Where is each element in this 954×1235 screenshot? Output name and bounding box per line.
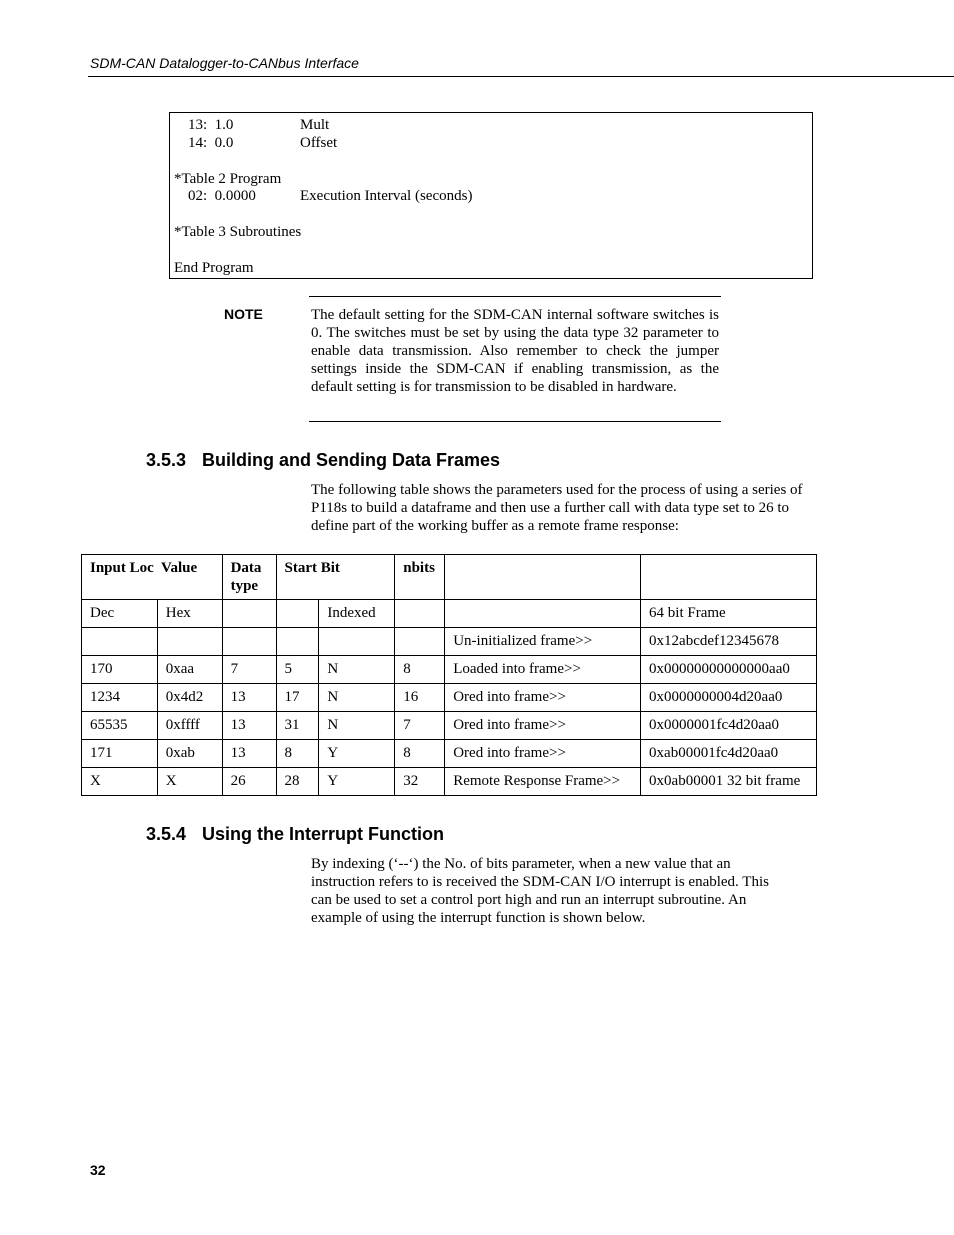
- table-cell: [222, 628, 276, 656]
- table-cell: 13: [222, 712, 276, 740]
- table-cell: 0xffff: [157, 712, 222, 740]
- table-cell: 8: [276, 740, 319, 768]
- table-cell: 17: [276, 684, 319, 712]
- code-line-number: 14: 0.0: [188, 135, 234, 151]
- header-rule: [88, 76, 954, 77]
- note-text: The default setting for the SDM-CAN internal software switches is 0. The switches must be set by using the data type 32 parameter to enable data transmission. Also remember to check the jumper settings inside the SDM-CAN if enabling transmission, as the default setting is for transmission to be disabled in hardware.: [311, 307, 719, 395]
- header-blank: [445, 555, 641, 600]
- section-title: Using the Interrupt Function: [202, 824, 444, 844]
- table-cell: N: [319, 712, 395, 740]
- table-cell: Y: [319, 768, 395, 796]
- table-cell: 16: [395, 684, 445, 712]
- table-cell: N: [319, 684, 395, 712]
- frame-build-table: [81, 554, 817, 796]
- table-cell: 65535: [82, 712, 158, 740]
- code-end-program: End Program: [174, 260, 254, 276]
- table-cell: Ored into frame>>: [445, 684, 641, 712]
- table-cell: Ored into frame>>: [445, 740, 641, 768]
- table-cell: [276, 628, 319, 656]
- table-cell: X: [157, 768, 222, 796]
- table-cell: 5: [276, 656, 319, 684]
- table-cell: 171: [82, 740, 158, 768]
- table-cell: 170: [82, 656, 158, 684]
- table-cell: 0x0000000004d20aa0: [641, 684, 817, 712]
- table-cell: Dec: [82, 600, 158, 628]
- table-cell: 8: [395, 656, 445, 684]
- table-cell: 8: [395, 740, 445, 768]
- table-cell: Loaded into frame>>: [445, 656, 641, 684]
- table-cell: 0x00000000000000aa0: [641, 656, 817, 684]
- table-cell: Un-initialized frame>>: [445, 628, 641, 656]
- table-cell: [395, 600, 445, 628]
- code-line-number: 13: 1.0: [188, 117, 234, 133]
- section-heading-3-5-4: [146, 824, 444, 845]
- table-cell: [276, 600, 319, 628]
- section-3-5-4-body: By indexing (‘--‘) the No. of bits parameter, when a new value that an instruction refers to is received the SDM-CAN I/O interrupt is enabled. This can be used to set a control port high and run an interrupt subroutine. An example of using the interrupt function is shown below.: [311, 856, 769, 926]
- table-row: [82, 656, 817, 684]
- code-line-text: Mult: [300, 117, 330, 133]
- table-row: [82, 628, 817, 656]
- section-3-5-3-body: The following table shows the parameters used for the process of using a series of P118s to build a dataframe and then use a further call with data type set to 26 to define part of the working buffer as a remote frame response:: [311, 482, 803, 534]
- table-row: [82, 712, 817, 740]
- table-row: [82, 684, 817, 712]
- table-cell: 28: [276, 768, 319, 796]
- table-cell: [222, 600, 276, 628]
- table-cell: 0x0000001fc4d20aa0: [641, 712, 817, 740]
- table-cell: 1234: [82, 684, 158, 712]
- table-cell: 0x0ab00001 32 bit frame: [641, 768, 817, 796]
- header-data-type: Data type: [222, 555, 276, 600]
- table-cell: X: [82, 768, 158, 796]
- header-start-bit: Start Bit: [276, 555, 395, 600]
- table-row: [82, 768, 817, 796]
- running-header: SDM-CAN Datalogger-to-CANbus Interface: [90, 55, 359, 71]
- note-bottom-rule: [309, 421, 721, 422]
- table-cell: 0xab00001fc4d20aa0: [641, 740, 817, 768]
- table-cell: N: [319, 656, 395, 684]
- table-cell: 0xab: [157, 740, 222, 768]
- table-cell: 64 bit Frame: [641, 600, 817, 628]
- table-row: [82, 740, 817, 768]
- table-cell: 32: [395, 768, 445, 796]
- program-listing-box: [169, 112, 813, 279]
- table-cell: [395, 628, 445, 656]
- header-value: Value: [161, 560, 198, 576]
- section-title: Building and Sending Data Frames: [202, 450, 501, 470]
- table-cell: 7: [222, 656, 276, 684]
- table-cell: 0xaa: [157, 656, 222, 684]
- table-cell: 0x4d2: [157, 684, 222, 712]
- table-cell: 13: [222, 740, 276, 768]
- table-cell: 13: [222, 684, 276, 712]
- table-cell: [157, 628, 222, 656]
- table-cell: [445, 600, 641, 628]
- table-subheader-row: [82, 600, 817, 628]
- page-number: 32: [90, 1162, 106, 1178]
- table-cell: 7: [395, 712, 445, 740]
- header-blank: [641, 555, 817, 600]
- code-table-heading: *Table 2 Program: [174, 171, 282, 187]
- section-number: 3.5.4: [146, 824, 187, 844]
- table-cell: 31: [276, 712, 319, 740]
- table-header-row: [82, 555, 817, 600]
- header-nbits: nbits: [395, 555, 445, 600]
- header-input-loc: Input Loc: [90, 560, 154, 576]
- section-number: 3.5.3: [146, 450, 187, 470]
- table-cell: [319, 628, 395, 656]
- note-top-rule: [309, 296, 721, 297]
- note-label: NOTE: [224, 306, 263, 322]
- code-table-heading: *Table 3 Subroutines: [174, 224, 302, 240]
- section-heading-3-5-3: [146, 450, 500, 471]
- code-line-text: Offset: [300, 135, 338, 151]
- table-cell: 26: [222, 768, 276, 796]
- table-cell: 0x12abcdef12345678: [641, 628, 817, 656]
- table-cell: Indexed: [319, 600, 395, 628]
- table-cell: Remote Response Frame>>: [445, 768, 641, 796]
- table-cell: Ored into frame>>: [445, 712, 641, 740]
- table-cell: Y: [319, 740, 395, 768]
- code-line-text: Execution Interval (seconds): [300, 188, 473, 204]
- table-header-cell: [82, 555, 223, 600]
- table-cell: [82, 628, 158, 656]
- table-cell: Hex: [157, 600, 222, 628]
- code-line-number: 02: 0.0000: [188, 188, 256, 204]
